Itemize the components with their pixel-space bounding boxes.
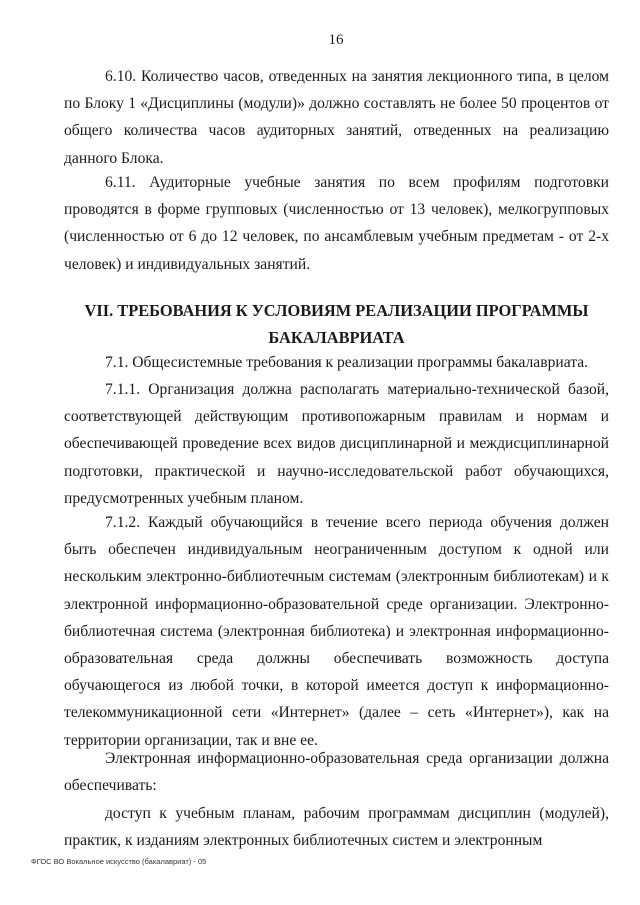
document-footer: ФГОС ВО Вокальное искусство (бакалавриат) - 05: [31, 857, 207, 866]
paragraph-access: доступ к учебным планам, рабочим программам дисциплин (модулей), практик, к изданиям электронных библиотечных систем и электронным: [64, 805, 609, 850]
paragraph-eios: Электронная информационно-образовательная среда организации должна обеспечивать:: [64, 750, 609, 795]
paragraph-7-1: 7.1. Общесистемные требования к реализации программы бакалавриата.: [105, 354, 589, 371]
section-heading: VII. ТРЕБОВАНИЯ К УСЛОВИЯМ РЕАЛИЗАЦИИ ПРОГРАММЫ БАКАЛАВРИАТА: [84, 301, 589, 348]
paragraph-7-1-1: 7.1.1. Организация должна располагать материально-технической базой, соответствующей действующим противопожарным правилам и нормам и обеспечивающей проведение всех видов дисциплинарной и междисциплинарной подготовки, практической и научно-исследовательской работ обучающихся, предусмотренных учебным планом.: [64, 381, 609, 507]
paragraph-6-10: 6.10. Количество часов, отведенных на занятия лекционного типа, в целом по Блоку 1 «Дисциплины (модули)» должно составлять не более 50 процентов от общего количества часов аудиторных занятий, отведенных на реализацию данного Блока.: [64, 68, 609, 167]
paragraph-6-11: 6.11. Аудиторные учебные занятия по всем профилям подготовки проводятся в форме групповых (численностью от 13 человек), мелкогрупповых (численностью от 6 до 12 человек, по ансамблевым учебным предметам - от 2-х человек) и индивидуальных занятий.: [64, 174, 609, 273]
paragraph-7-1-2: 7.1.2. Каждый обучающийся в течение всего периода обучения должен быть обеспечен индивидуальным неограниченным доступом к одной или нескольким электронно-библиотечным системам (электронным библиотекам) и к электронной информационно-образовательной среде организации. Электронно-библиотечная система (электронная библиотека) и электронная информационно-образовательная среда должны обеспечивать возможность доступа обучающегося из любой точки, в которой имеется доступ к информационно-телекоммуникационной сети «Интернет» (далее – сеть «Интернет»), как на территории организации, так и вне ее.: [64, 514, 609, 749]
page-number: 16: [328, 32, 344, 48]
